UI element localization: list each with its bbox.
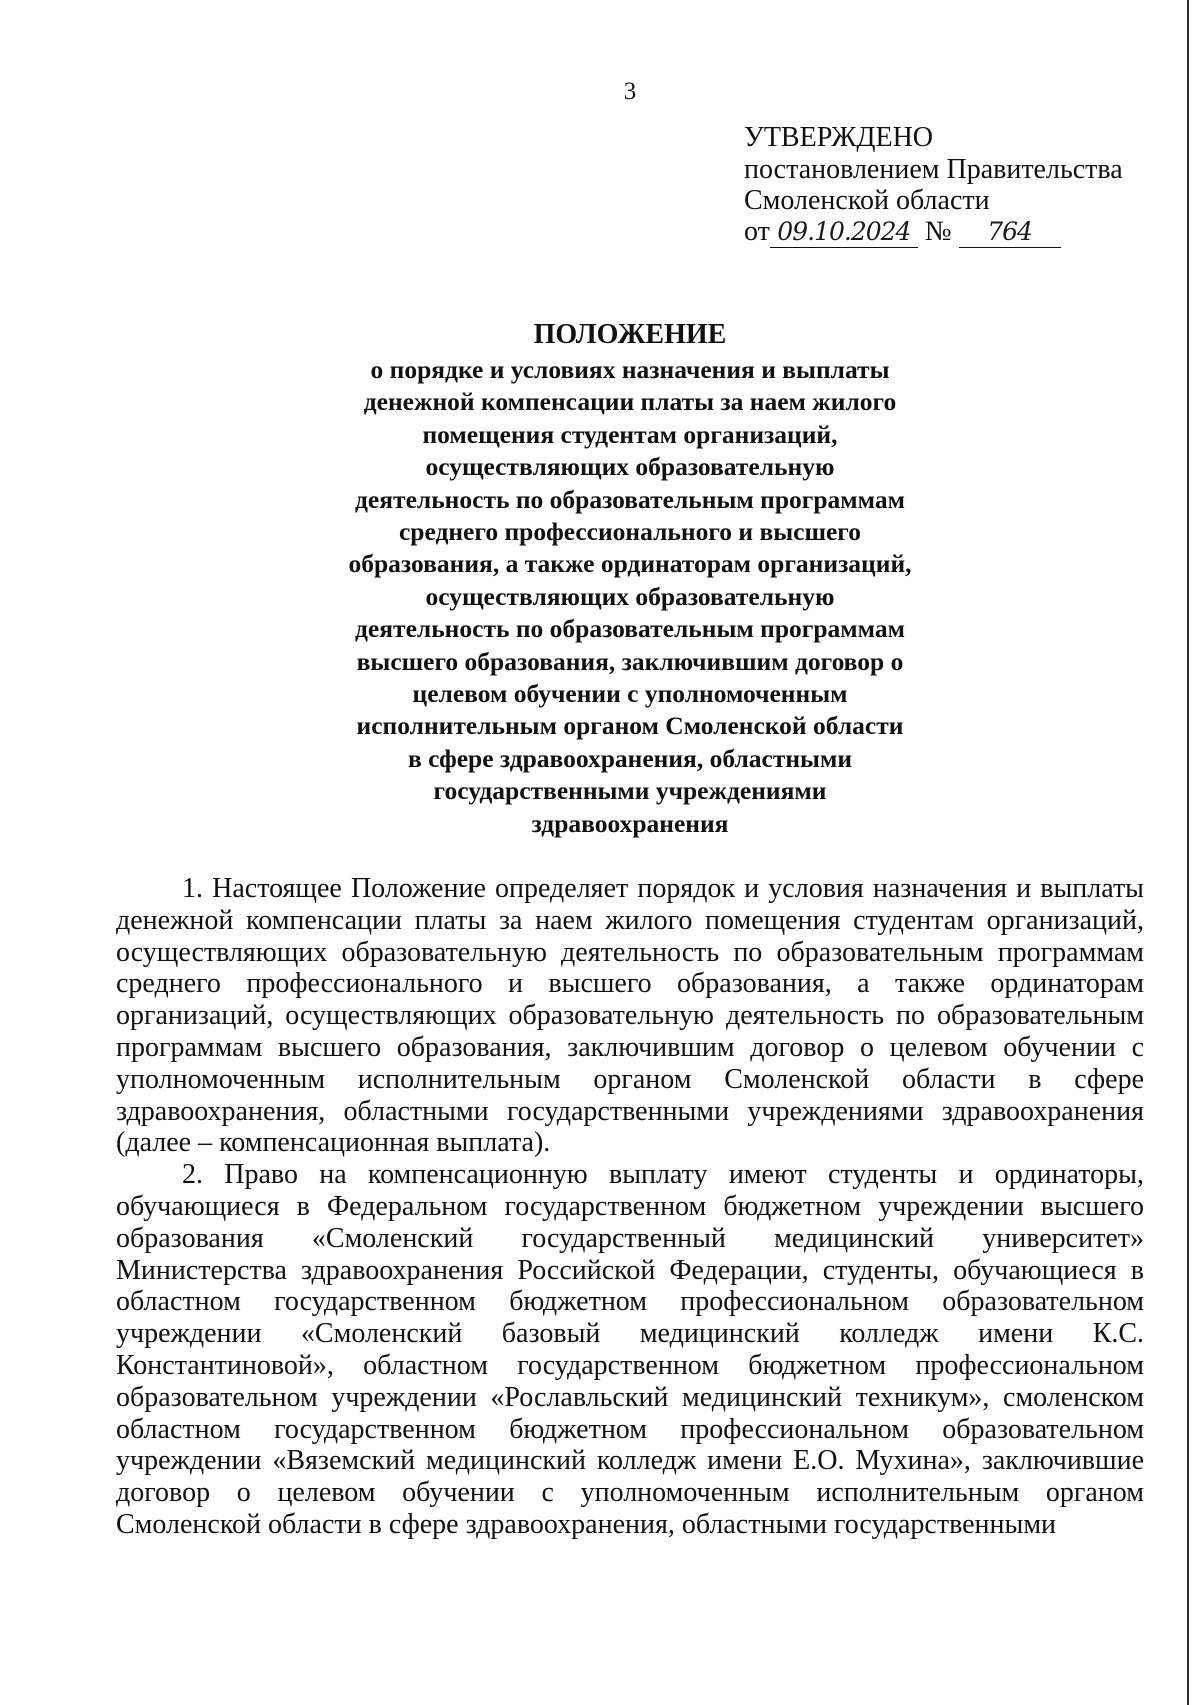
- subtitle-line: исполнительным органом Смоленской области: [356, 711, 904, 741]
- approval-stamp: [744, 122, 1123, 248]
- approval-heading: УТВЕРЖДЕНО: [744, 122, 934, 153]
- document-body: [116, 873, 1144, 1541]
- subtitle-line: о порядке и условиях назначения и выплаты: [370, 355, 890, 384]
- page-number: 3: [623, 78, 637, 105]
- number-field: [959, 216, 1061, 248]
- body-paragraph: 2. Право на компенсационную выплату имеют студенты и ординаторы, обучающиеся в Федеральном государственном бюджетном учреждении высшего образования «Смоленский государственный медицинский университет» Министерства здравоохранения Российской Федерации, студенты, обучающиеся в областном государственном бюджетном профессиональном образовательном учреждении «Смоленский базовый медицинский колледж имени К.С. Константиновой», областном государственном бюджетном профессиональном образовательном учреждении «Рославльский медицинский техникум», смоленском областном государственном бюджетном профессиональном образовательном учреждении «Вяземский медицинский колледж имени Е.О. Мухина», заключившие договор о целевом обучении с уполномоченным исполнительным органом Смоленской области в сфере здравоохранения, областными государственными: [116, 1159, 1144, 1540]
- subtitle-line: образования, а также ординаторам организаций,: [348, 549, 912, 579]
- approval-date-line: [744, 216, 1123, 248]
- page-edge-line: [1187, 0, 1189, 1705]
- subtitle-line: государственными учреждениями: [433, 776, 827, 806]
- document-title-block: [0, 318, 1200, 840]
- date-field: [770, 216, 918, 248]
- body-paragraph: 1. Настоящее Положение определяет порядок и условия назначения и выплаты денежной компенсации платы за наем жилого помещения студентам организаций, осуществляющих образовательную деятельность по образовательным программам среднего профессионального и высшего образования, а также ординаторам организаций, осуществляющих образовательную деятельность по образовательным программам высшего образования, заключившим договор о целевом обучении с уполномоченным исполнительным органом Смоленской области в сфере здравоохранения, областными государственными учреждениями здравоохранения (далее – компенсационная выплата).: [116, 873, 1144, 1159]
- document-title: ПОЛОЖЕНИЕ: [533, 319, 727, 350]
- subtitle-line: здравоохранения: [531, 808, 729, 838]
- subtitle-line: помещения студентам организаций,: [422, 419, 838, 449]
- approval-line-1: постановлением Правительства: [744, 154, 1123, 185]
- number-prefix: №: [924, 216, 952, 247]
- handwritten-date: 09.10.2024: [777, 217, 911, 246]
- subtitle-line: среднего профессионального и высшего: [398, 517, 861, 547]
- subtitle-line: целевом обучении с уполномоченным: [412, 679, 848, 709]
- subtitle-line: деятельность по образовательным программам: [355, 484, 905, 514]
- subtitle-line: деятельность по образовательным программам: [355, 614, 905, 644]
- subtitle-line: осуществляющих образовательную: [425, 581, 835, 611]
- subtitle-line: осуществляющих образовательную: [425, 452, 835, 482]
- approval-line-2: Смоленской области: [744, 185, 990, 216]
- document-subtitle: [0, 354, 1200, 840]
- handwritten-number: 764: [987, 217, 1032, 246]
- subtitle-line: высшего образования, заключившим договор о: [356, 646, 904, 676]
- date-prefix: от: [744, 216, 770, 247]
- subtitle-line: денежной компенсации платы за наем жилого: [363, 387, 897, 417]
- subtitle-line: в сфере здравоохранения, областными: [407, 743, 853, 773]
